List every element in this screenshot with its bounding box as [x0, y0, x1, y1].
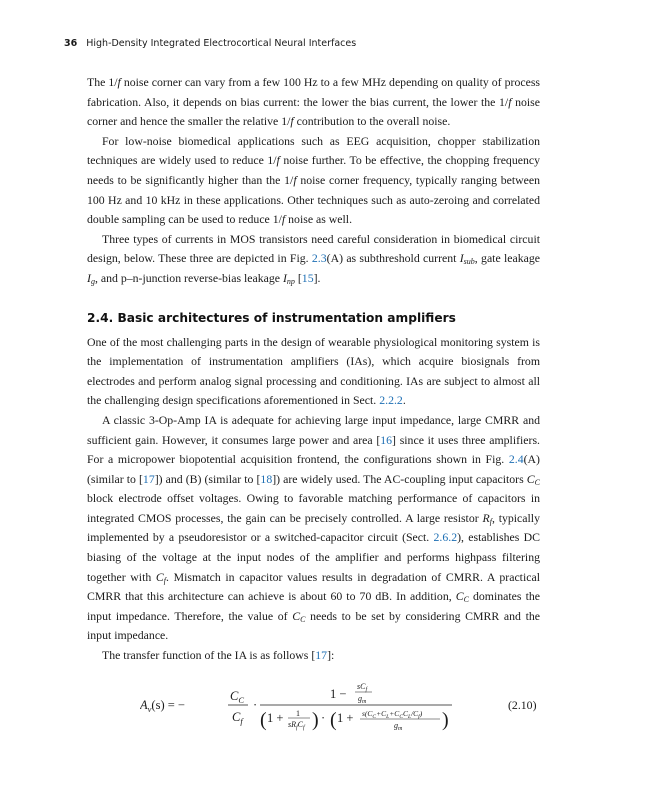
- svg-text:gm: $g_m$: [358, 694, 367, 705]
- svg-text:s(CC+CL+CCCL/Cf): $s(C_C+C_L+C_CC_L/C_f)$: [362, 709, 423, 720]
- page-number: 36: [64, 38, 78, 49]
- paragraph-1: The 1/f noise corner can vary from a few 100 Hz to a few MHz depending on quality of process fabrication. Also, it depends on bias current: the lower the bias current, the lower the 1/f noise corner and hence the smaller the relative 1/f contribution to the overall noise.: [87, 75, 541, 129]
- svg-text:gm: $g_m$: [394, 721, 403, 732]
- svg-text:sCf: $sC_f$: [357, 682, 368, 693]
- transfer-function-equation: [140, 674, 548, 734]
- svg-text:1 −: 1 −: [330, 687, 347, 701]
- section-heading: 2.4. Basic architectures of instrumentation amplifiers: [87, 310, 456, 325]
- citation-link[interactable]: 18: [260, 471, 273, 486]
- citation-link[interactable]: 16: [380, 432, 393, 447]
- svg-text:sRfCf: $sR_fC_f$: [288, 720, 305, 731]
- svg-text:·: ·: [321, 711, 326, 725]
- figure-link[interactable]: 2.3: [311, 251, 327, 266]
- svg-text:CC: $C_C$: [230, 689, 245, 705]
- svg-text:(: (: [260, 709, 267, 731]
- svg-text:(: (: [330, 709, 337, 731]
- figure-link[interactable]: 2.4: [508, 452, 524, 467]
- citation-link[interactable]: 15: [301, 270, 314, 285]
- svg-text:1 +: 1 +: [267, 711, 284, 725]
- svg-text:·: ·: [253, 698, 258, 712]
- main-text: [87, 73, 540, 666]
- citation-link[interactable]: 17: [142, 471, 155, 486]
- svg-text:Cf: $C_f$: [232, 710, 243, 726]
- running-head-title: High-Density Integrated Electrocortical Neural Interfaces: [86, 38, 357, 49]
- paragraph-3: Three types of currents in MOS transistors need careful consideration in biomedical circuit design, below. These three are depicted in Fig. 2.3(A) as subthreshold current $I_{sub}$, gate leakage $I_g$, and p–n-junction reverse-bias leakage $I_{np}$ [15].: [87, 231, 541, 286]
- equation-number: (2.10): [508, 698, 537, 712]
- svg-text:1 +: 1 +: [337, 711, 354, 725]
- paragraph-2: For low-noise biomedical applications such as EEG acquisition, chopper stabilization techniques are widely used to reduce 1/f noise further. To be effective, the chopping frequency needs to be significantly higher than the 1/f noise corner frequency, typically ranging between 100 Hz and 10 kHz in these applications. Other techniques such as auto-zeroing and correlated double sampling can be used to reduce 1/f noise as well.: [87, 133, 540, 227]
- section-link[interactable]: 2.6.2: [433, 530, 458, 545]
- svg-text:): ): [442, 709, 449, 731]
- citation-link[interactable]: 17: [315, 648, 328, 663]
- section-link[interactable]: 2.2.2: [379, 393, 403, 408]
- paragraph-6: The transfer function of the IA is as follows [17]:: [102, 648, 335, 663]
- paragraph-4: One of the most challenging parts in the design of wearable physiological monitoring system is the implementation of instrumentation amplifiers (IAs), which acquire biosignals from electrodes and perform analog signal processing and conditioning. IAs are subject to almost all the challenging design specifications aforementioned in Sect. 2.2.2.: [87, 334, 540, 408]
- svg-text:1: 1: [296, 709, 300, 718]
- paragraph-5: A classic 3-Op-Amp IA is adequate for achieving large input impedance, large CMRR and sufficient gain. However, it consumes large power and area [16] since it uses three amplifiers. For a micropower biopotential acquisition frontend, the configurations shown in Fig. 2.4(A) (similar to [17]) and (B) (similar to [18]) are widely used. The AC-coupling input capacitors $C_C$ block electrode offset voltages. Owing to favorable matching performance of capacitors in integrated CMOS processes, the gain can be precisely controlled. A large resistor $R_f$, typically implemented by a pseudoresistor or a switched-capacitor circuit (Sect. 2.6.2), establishes DC biasing of the voltage at the input nodes of the amplifier and performs highpass filtering together with $C_f$. Mismatch in capacitor values results in degradation of CMRR. A practical CMRR that this architecture can achieve is about 60 to 70 dB. In addition, $C_C$ dominates the input impedance. Therefore, the value of $C_C$ needs to be set by considering CMRR and the input impedance.: [87, 412, 541, 643]
- running-head: [64, 38, 588, 49]
- svg-text:): ): [312, 709, 319, 731]
- svg-text:Av(s) = −: $A_v(s)$ = −: [140, 698, 185, 714]
